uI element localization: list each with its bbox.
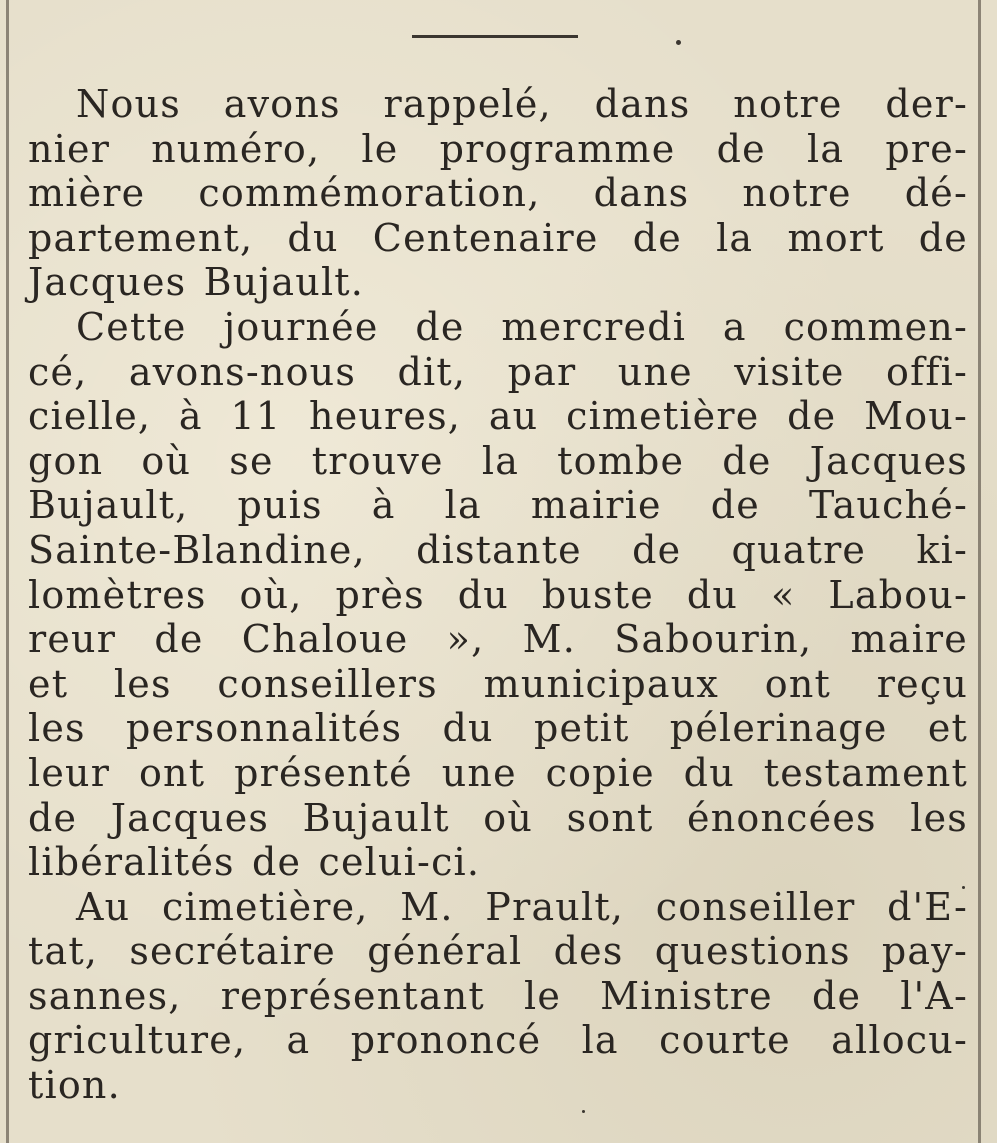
text-line: reur de Chaloue », M. Sabourin, maire [28, 617, 968, 662]
text-line: Jacques Bujault. [28, 260, 365, 305]
text-line: griculture, a prononcé la courte allocu- [28, 1018, 968, 1063]
text-line: tion. [28, 1063, 121, 1108]
text-line: libéralités de celui-ci. [28, 840, 481, 885]
section-separator [412, 35, 578, 38]
paragraph [28, 305, 968, 885]
text-line: leur ont présenté une copie du testament [28, 750, 968, 795]
text-line: gon où se trouve la tombe de Jacques [28, 438, 968, 483]
text-line: sannes, représentant le Ministre de l'A- [28, 973, 968, 1018]
text-line: Nous avons rappelé, dans notre der- [76, 82, 968, 126]
text-line: nier numéro, le programme de la pre- [28, 126, 968, 171]
text-line: mière commémoration, dans notre dé- [28, 171, 968, 216]
text-line: Bujault, puis à la mairie de Tauché- [28, 483, 968, 528]
column-rule-right [978, 0, 981, 1143]
text-line: cé, avons-nous dit, par une visite offi- [28, 349, 968, 394]
text-line: partement, du Centenaire de la mort de [28, 215, 968, 260]
column-rule-left [6, 0, 9, 1143]
text-line: et les conseillers municipaux ont reçu [28, 661, 968, 706]
text-line: Au cimetière, M. Prault, conseiller d'E- [76, 884, 968, 929]
article-body [28, 82, 968, 1108]
paragraph [28, 885, 968, 1108]
ink-speck [582, 1110, 585, 1113]
text-line: cielle, à 11 heures, au cimetière de Mou- [28, 394, 968, 439]
text-line: Cette journée de mercredi a commen- [76, 304, 968, 349]
text-line: lomètres où, près du buste du « Labou- [28, 572, 968, 617]
text-line: tat, secrétaire général des questions pay- [28, 929, 968, 974]
text-line: les personnalités du petit pélerinage et [28, 706, 968, 751]
ink-speck [676, 40, 681, 45]
paragraph [28, 82, 968, 305]
text-line: Sainte-Blandine, distante de quatre ki- [28, 527, 968, 572]
text-line: de Jacques Bujault où sont énoncées les [28, 795, 968, 840]
